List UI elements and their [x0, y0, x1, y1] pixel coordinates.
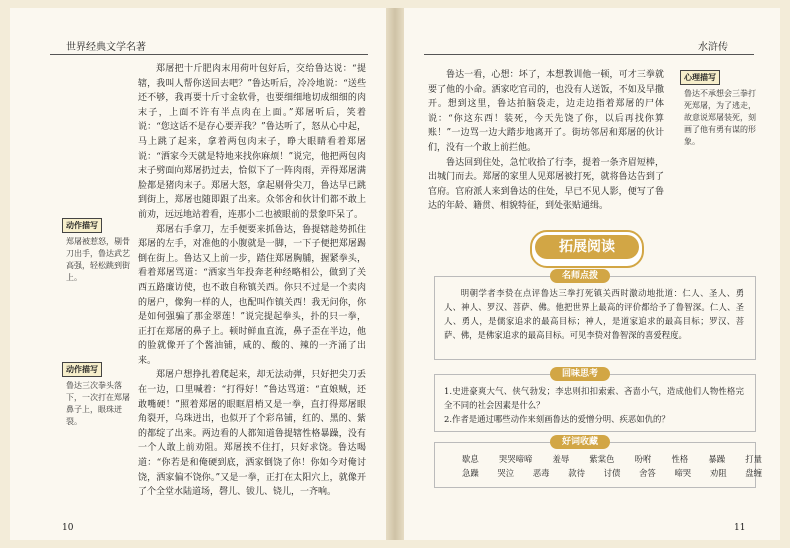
vocabulary-word: 暴躁: [708, 454, 726, 464]
right-body: [428, 68, 664, 214]
header-rule: [424, 54, 754, 55]
right-page: [404, 8, 780, 540]
vocabulary-word: 性格: [671, 454, 689, 464]
vocabulary-word: 讨债: [603, 468, 621, 478]
section-title: 拓展阅读: [535, 235, 639, 259]
note-text: 郑屠被惹怒，剔骨刀出手，鲁达武艺高强，轻松跳到街上。: [66, 237, 130, 282]
vocabulary-word: 急躁: [462, 468, 479, 478]
vocabulary-word: 哭哭啼啼: [498, 454, 533, 464]
note-text: 鲁达三次拳头落下，一次打在郑屠鼻子上，眼珠迸裂。: [66, 381, 130, 426]
vocabulary-word: 紫棠色: [589, 454, 615, 464]
paragraph: 鲁达一看，心想：坏了，本想教训他一顿，可才三拳就要了他的小命。洒家吃官司的，也没有人送饭，不如及早撒开。想到这里，鲁达拍脑袋走，边走边指着郑屠的尸体说：“你这东西！装死，今天先饶了你，以后再找你算账！”一边骂一边大踏步地离开了。街坊邻居和郑屠的伙计们，没有一个敢上前拦他。: [428, 70, 664, 153]
note-text: 鲁达不承想会三拳打死郑屠，为了逃走，故意说郑屠装死，刻画了他有勇有谋的形象。: [684, 89, 756, 146]
paragraph: 郑屠把十斤肥肉末用荷叶包好后，交给鲁达说：“提辖，我叫人帮你送回去吧？”鲁达听后，冷冷地说：“送些还不够，我再要十斤寸金软骨，也要细细地切成细细的肉末子，上面不许有半点肉在上面。”郑屠听后，笑着说：“您这话不是存心要弄我？”鲁达听了，怒从心中起，马上跳了起来，拿着两包肉末子，睁大眼睛看着郑屠说：“洒家今天就是特地来找你麻烦！”说完，他把两包肉末子劈面向郑屠扔过去，恰似下了一阵肉雨，弄得郑屠满脸都是猪肉末子。郑屠大怒，拿起剔骨尖刀，鲁达早已跳到街上，郑屠也随即跟了出来。众邻舍和伙计们都不敢上前劝，远远地站着看，连那小二也被眼前的景象吓呆了。: [138, 64, 366, 220]
vocabulary-word: 哭泣: [497, 468, 515, 478]
header-rule: [50, 54, 368, 55]
vocabulary-list: [462, 452, 762, 480]
vocabulary-word: 羞辱: [552, 454, 570, 464]
teacher-comment-title: 名师点拨: [550, 269, 610, 283]
note-label: 动作描写: [62, 362, 102, 377]
left-body: [138, 62, 366, 500]
vocabulary-word: 恶毒: [532, 468, 550, 478]
vocabulary-row: [462, 452, 762, 466]
vocabulary-word: 劝阻: [709, 468, 727, 478]
vocabulary-word: 打量: [745, 454, 762, 464]
reflection-question: 2.作者是通过哪些动作来刻画鲁达的爱憎分明、疾恶如仇的？: [444, 414, 670, 424]
page-number: 11: [734, 523, 746, 533]
left-running-header: 世界经典文学名著: [66, 42, 146, 53]
section-banner: [530, 230, 644, 268]
vocabulary-word: 款待: [568, 468, 585, 478]
vocabulary-word: 歇息: [462, 454, 479, 464]
right-running-header: 水浒传: [698, 42, 728, 53]
vocabulary-title: 好词收藏: [550, 435, 610, 449]
vocabulary-word: 舍答: [639, 468, 656, 478]
page-number: 10: [62, 523, 74, 533]
reflection-question: 1.史进豪爽大气、侠气勃发；李忠则扣扣索索、吝啬小气，造成他们人物性格完全不同的社会因素是什么？: [444, 386, 744, 410]
vocabulary-row: [462, 466, 762, 480]
book-spine: [386, 8, 404, 540]
teacher-comment-text: 明朝学者李贽在点评鲁达三拳打死镇关西时激动地批道：仁人、圣人、勇人、神人、罗汉、菩萨、佛。他把世界上最高的评价都给予了鲁智深。仁人、圣人、勇人，是儒家追求的最高目标；神人，是道家追求的最高目标；罗汉、菩萨、佛，是佛家追求的最高目标。可见李贽对鲁智深的喜爱程度。: [444, 288, 744, 340]
paragraph: 郑屠右手拿刀，左手便要来抓鲁达，鲁提辖趁势抓住郑屠的左手，对准他的小腹就是一脚，一下子便把郑屠踢倒在街上。鲁达又上前一步，踏住郑屠胸脯，握紧拳头，看着郑屠骂道：“洒家当年投奔老种经略相公，做到了关西五路廉访使，也不敢自称镇关西。你只不过是一个卖肉的屠户，像狗一样的人，也配叫作镇关西！我无问你，你是如何强骗了那金翠莲！”说完提起拳头，扑的只一拳，正打在郑屠的鼻子上。顿时鲜血直流，鼻子歪在半边，他的脸就像开了个酱油铺，咸的、酸的、辣的一齐涌了出来。: [138, 224, 366, 366]
reflection-title: 回味思考: [550, 367, 610, 381]
paragraph: 鲁达回到住处，急忙收拾了行李，提着一条齐眉短棒，出城门而去。郑屠的家里人见郑屠被打死，就将鲁达告到了官府。官府派人来到鲁达的住处，早已不见人影，便写了鲁达的年龄、籍贯、相貌特征，到处张贴通缉。: [428, 157, 664, 212]
vocabulary-word: 啼哭: [674, 468, 692, 478]
vocabulary-word: 吩咐: [634, 454, 652, 464]
left-page: [10, 8, 386, 540]
paragraph: 郑屠户想挣扎着爬起来，却无法动弹，只好把尖刀丢在一边，口里喊着：“打得好！”鲁达骂道：“直娘贼，还敢嘴硬！”照着郑屠的眼眶眉梢又是一拳，直打得郑屠眼角裂开，乌珠迸出，也似开了个彩帛铺，红的、黑的、紫的都绽了出来。两边看的人都知道鲁提辖性格暴躁，没有一个人敢上前劝阻。郑屠挨不住打，只好求饶。鲁达喝道：“你若是和俺硬到底，洒家倒饶了你！你如今对俺讨饶，洒家偏不饶你。”又是一拳，正打在太阳穴上，就像开了个全堂水陆道场，磬儿、钹儿、铙儿，一齐响。: [138, 370, 366, 498]
note-label: 动作描写: [62, 218, 102, 233]
note-label: 心理描写: [680, 70, 720, 85]
vocabulary-word: 盘缠: [745, 468, 762, 478]
